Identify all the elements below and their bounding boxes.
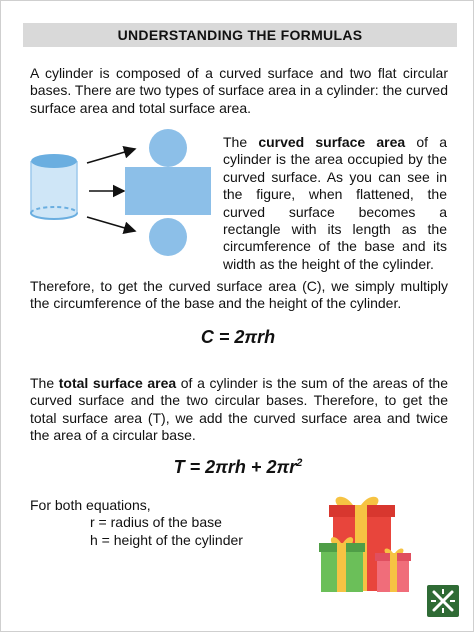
page-title	[23, 23, 457, 47]
formula-total-area	[1, 457, 474, 478]
gift-boxes-illustration	[317, 491, 417, 593]
variables-intro: For both equations,	[30, 497, 151, 513]
formula-curved-area: C = 2πrh	[200, 327, 276, 347]
arrow-to-bottom-circle	[87, 217, 135, 231]
total-rest-text: of a cylinder is the sum of the areas of the curved surface and the two circular bases. Therefore, to get the total surface area (T), we add the curved surface area and twice the area of a circular base.	[30, 375, 448, 444]
curved-rest-text: of a cylinder is the area occupied by the curved surface. As you can see in the figure, when flattened, the curved surface becomes a rectangle with its length as the circumference of the base and its width as the height of the cylinder.	[223, 134, 447, 272]
curved-surface-description	[223, 134, 447, 273]
green-gift-icon	[319, 537, 365, 592]
variable-r: r = radius of the base	[90, 514, 222, 531]
bottom-base-circle	[149, 218, 187, 256]
pink-gift-icon	[375, 549, 411, 592]
curved-surface-rectangle	[125, 167, 211, 215]
curved-area-explanation: Therefore, to get the curved surface area (C), we simply multiply the circumference of the base and the height of the cylinder.	[30, 278, 448, 312]
publisher-logo-icon	[427, 585, 459, 617]
curved-surface-term: curved surface area	[258, 134, 406, 150]
cylinder-net-diagram	[29, 127, 219, 267]
total-area-paragraph	[30, 375, 448, 445]
variable-definitions	[30, 497, 243, 549]
cylinder-icon	[31, 154, 77, 219]
variable-h: h = height of the cylinder	[90, 531, 243, 548]
top-base-circle	[149, 129, 187, 167]
formula-total-main: T = 2πrh + 2πr	[173, 457, 297, 477]
page-title-text: UNDERSTANDING THE FORMULAS	[117, 27, 363, 43]
total-lead-text: The	[30, 375, 59, 391]
arrow-to-top-circle	[87, 149, 135, 163]
intro-paragraph: A cylinder is composed of a curved surface and two flat circular bases. There are two types of surface area in a cylinder: the curved surface area and total surface area.	[30, 65, 448, 116]
formula-total-exponent: 2	[296, 457, 303, 469]
total-surface-term: total surface area	[58, 375, 177, 391]
curved-lead-text: The	[223, 134, 259, 150]
